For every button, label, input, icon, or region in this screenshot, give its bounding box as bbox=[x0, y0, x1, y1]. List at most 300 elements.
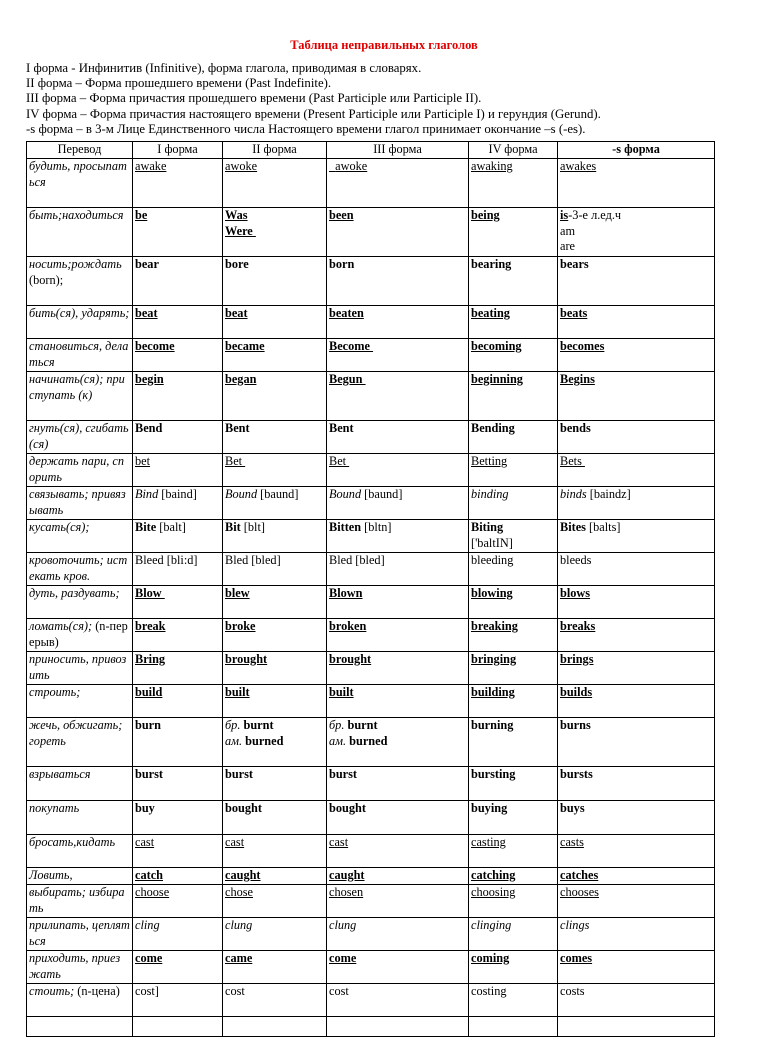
cell-form-3 bbox=[327, 835, 469, 868]
cell-translation bbox=[27, 159, 133, 208]
cell-form-2 bbox=[223, 951, 327, 984]
cell-form-3 bbox=[327, 553, 469, 586]
cell-text: Blow bbox=[135, 586, 165, 600]
header-s-form bbox=[558, 142, 715, 159]
cell-text: clings bbox=[560, 918, 590, 932]
cell-text: cast bbox=[135, 835, 155, 849]
cell-translation bbox=[27, 339, 133, 372]
cell-form-4 bbox=[469, 208, 558, 257]
cell-form-2 bbox=[223, 1017, 327, 1037]
cell-text: (born); bbox=[29, 257, 125, 287]
cell-form-2 bbox=[223, 718, 327, 767]
cell-form-2 bbox=[223, 257, 327, 306]
cell-text: blew bbox=[225, 586, 250, 600]
cell-form-3 bbox=[327, 454, 469, 487]
cell-text: awaking bbox=[471, 159, 513, 173]
cell-text: awoke bbox=[225, 159, 258, 173]
cell-text: am bbox=[560, 223, 576, 238]
cell-text: bet bbox=[135, 454, 151, 468]
verbs-table bbox=[26, 141, 715, 1037]
cell-form-2 bbox=[223, 520, 327, 553]
cell-form-1 bbox=[133, 951, 223, 984]
cell-form-4 bbox=[469, 520, 558, 553]
cell-form-3 bbox=[327, 718, 469, 767]
cell-text: дуть, раздувать; bbox=[29, 586, 120, 600]
cell-s-form bbox=[558, 685, 715, 718]
table-row bbox=[27, 159, 715, 208]
cell-text: строить; bbox=[29, 685, 81, 699]
cell-text: bursts bbox=[560, 767, 593, 781]
cell-translation bbox=[27, 372, 133, 421]
cell-text: кровоточить; истекать кров. bbox=[29, 553, 128, 583]
cell-translation bbox=[27, 208, 133, 257]
cell-text: стоить; bbox=[29, 984, 75, 998]
cell-form-2 bbox=[223, 487, 327, 520]
cell-text: будить, просыпаться bbox=[29, 159, 127, 189]
cell-text: costing bbox=[471, 984, 507, 998]
cell-text: began bbox=[225, 372, 257, 386]
cell-translation bbox=[27, 619, 133, 652]
cell-text: покупать bbox=[29, 801, 80, 815]
cell-form-3 bbox=[327, 951, 469, 984]
table-row bbox=[27, 487, 715, 520]
cell-text: casts bbox=[560, 835, 584, 849]
cell-text: (n-цена) bbox=[74, 984, 120, 998]
cell-text: Bled [bled] bbox=[225, 553, 281, 567]
cell-form-1 bbox=[133, 421, 223, 454]
cell-form-2 bbox=[223, 767, 327, 801]
cell-text: chosen bbox=[329, 885, 364, 899]
cell-form-4 bbox=[469, 718, 558, 767]
cell-text: Was bbox=[225, 208, 248, 222]
cell-s-form bbox=[558, 951, 715, 984]
cell-form-1 bbox=[133, 801, 223, 835]
table-row bbox=[27, 208, 715, 257]
cell-text: awoke bbox=[329, 159, 368, 173]
cell-text: brought bbox=[329, 652, 372, 666]
cell-text: прилипать, цепляться bbox=[29, 918, 130, 948]
cell-text: бросать,кидать bbox=[29, 835, 116, 849]
cell-s-form bbox=[558, 835, 715, 868]
cell-s-form bbox=[558, 553, 715, 586]
cell-form-4 bbox=[469, 372, 558, 421]
cell-translation bbox=[27, 520, 133, 553]
cell-text: становиться, делаться bbox=[29, 339, 129, 369]
cell-text: catches bbox=[560, 868, 599, 882]
cell-form-1 bbox=[133, 918, 223, 951]
cell-text: Bled [bled] bbox=[329, 553, 385, 567]
cell-s-form bbox=[558, 918, 715, 951]
table-row bbox=[27, 885, 715, 918]
cell-text: Betting bbox=[471, 454, 508, 468]
table-row bbox=[27, 586, 715, 619]
table-row bbox=[27, 718, 715, 767]
cell-text: bleeds bbox=[560, 553, 592, 567]
cell-text: chooses bbox=[560, 885, 599, 899]
cell-text: burst bbox=[135, 767, 164, 781]
cell-text: Bound bbox=[225, 487, 258, 501]
cell-form-1 bbox=[133, 767, 223, 801]
cell-form-2 bbox=[223, 835, 327, 868]
table-row bbox=[27, 306, 715, 339]
table-row bbox=[27, 553, 715, 586]
table-row bbox=[27, 652, 715, 685]
cell-form-2 bbox=[223, 553, 327, 586]
cell-form-2 bbox=[223, 801, 327, 835]
page-title: Таблица неправильных глаголов bbox=[290, 38, 478, 52]
cell-text: [balts] bbox=[585, 520, 621, 534]
table-row bbox=[27, 835, 715, 868]
cell-text: [bltn] bbox=[361, 520, 392, 534]
cell-text: Bring bbox=[135, 652, 166, 666]
cell-text: build bbox=[135, 685, 163, 699]
table-row bbox=[27, 801, 715, 835]
cell-form-2 bbox=[223, 652, 327, 685]
cell-form-4 bbox=[469, 487, 558, 520]
cell-text: Bending bbox=[471, 421, 515, 435]
cell-text: ломать(ся); bbox=[29, 619, 93, 633]
cell-form-2 bbox=[223, 454, 327, 487]
cell-s-form bbox=[558, 454, 715, 487]
cell-text: Bound bbox=[329, 487, 362, 501]
cell-text: bleeding bbox=[471, 553, 514, 567]
cell-text: cling bbox=[135, 918, 160, 932]
cell-text: beaten bbox=[329, 306, 364, 320]
cell-text: -3-е л.ед.ч bbox=[568, 208, 622, 222]
cell-text: bringing bbox=[471, 652, 517, 666]
cell-s-form bbox=[558, 885, 715, 918]
cell-text: built bbox=[329, 685, 354, 699]
cell-text: ам. bbox=[329, 733, 347, 748]
cell-s-form bbox=[558, 306, 715, 339]
cell-text: burst bbox=[329, 767, 358, 781]
cell-text: casting bbox=[471, 835, 506, 849]
cell-translation bbox=[27, 454, 133, 487]
cell-translation bbox=[27, 951, 133, 984]
cell-translation bbox=[27, 306, 133, 339]
cell-form-1 bbox=[133, 718, 223, 767]
cell-text: coming bbox=[471, 951, 510, 965]
cell-text: binding bbox=[471, 487, 509, 501]
cell-text: come bbox=[135, 951, 163, 965]
cell-text: ам. bbox=[225, 733, 243, 748]
header-form-4: IV форма bbox=[469, 142, 558, 159]
cell-text: builds bbox=[560, 685, 593, 699]
table-row bbox=[27, 454, 715, 487]
cell-text: blowing bbox=[471, 586, 513, 600]
cell-form-3 bbox=[327, 520, 469, 553]
cell-text: costs bbox=[560, 984, 585, 998]
cell-form-4 bbox=[469, 951, 558, 984]
cell-form-1 bbox=[133, 835, 223, 868]
cell-form-2 bbox=[223, 372, 327, 421]
cell-text: взрываться bbox=[29, 767, 91, 781]
cell-text: burn bbox=[135, 718, 161, 732]
cell-form-1 bbox=[133, 652, 223, 685]
cell-form-3 bbox=[327, 1017, 469, 1037]
cell-translation bbox=[27, 257, 133, 306]
cell-text: comes bbox=[560, 951, 593, 965]
cell-form-1 bbox=[133, 487, 223, 520]
cell-text: Bitten bbox=[329, 520, 362, 534]
cell-text: Bleed [bli:d] bbox=[135, 553, 198, 567]
cell-translation bbox=[27, 1017, 133, 1037]
cell-text: brought bbox=[225, 652, 268, 666]
cell-form-4 bbox=[469, 159, 558, 208]
cell-form-4 bbox=[469, 339, 558, 372]
cell-text: Ловить, bbox=[29, 868, 73, 882]
cell-text: bends bbox=[560, 421, 591, 435]
cell-form-1 bbox=[133, 257, 223, 306]
cell-text: cast bbox=[329, 835, 349, 849]
cell-form-3 bbox=[327, 885, 469, 918]
cell-text: быть;находиться bbox=[29, 208, 124, 222]
cell-text: burning bbox=[471, 718, 514, 732]
cell-form-3 bbox=[327, 918, 469, 951]
cell-s-form bbox=[558, 1017, 715, 1037]
cell-text: broke bbox=[225, 619, 256, 633]
cell-text: [balt] bbox=[156, 520, 186, 534]
cell-text: came bbox=[225, 951, 253, 965]
cell-s-form bbox=[558, 257, 715, 306]
cell-text: be bbox=[135, 208, 148, 222]
cell-text: clung bbox=[225, 918, 253, 932]
cell-text: Were bbox=[225, 223, 256, 238]
cell-text: been bbox=[329, 208, 354, 222]
cell-form-2 bbox=[223, 306, 327, 339]
cell-form-1 bbox=[133, 306, 223, 339]
cell-s-form bbox=[558, 372, 715, 421]
table-row bbox=[27, 767, 715, 801]
cell-form-2 bbox=[223, 586, 327, 619]
cell-text: бить(ся), ударять; bbox=[29, 306, 130, 320]
intro-line: III форма – Форма причастия прошедшего времени (Past Participle или Participle II). bbox=[26, 91, 482, 106]
cell-text: awake bbox=[135, 159, 167, 173]
cell-translation bbox=[27, 652, 133, 685]
cell-text: breaks bbox=[560, 619, 596, 633]
cell-form-2 bbox=[223, 339, 327, 372]
cell-translation bbox=[27, 487, 133, 520]
intro-line: IV форма – Форма причастия настоящего времени (Present Participle или Participle I) и герундия (Gerund). bbox=[26, 106, 601, 121]
cell-text: beginning bbox=[471, 372, 523, 386]
cell-form-3 bbox=[327, 339, 469, 372]
cell-text: choosing bbox=[471, 885, 516, 899]
cell-text: носить;рождать bbox=[29, 257, 122, 271]
intro-line: -s форма – в 3-м Лице Единственного числа Настоящего времени глагол принимает окончание –s (-es). bbox=[26, 121, 586, 136]
table-row bbox=[27, 868, 715, 885]
cell-form-1 bbox=[133, 372, 223, 421]
cell-text: beating bbox=[471, 306, 510, 320]
cell-text: bursting bbox=[471, 767, 516, 781]
cell-form-1 bbox=[133, 159, 223, 208]
table-row bbox=[27, 372, 715, 421]
cell-text: [blt] bbox=[240, 520, 265, 534]
cell-text: приносить, привозить bbox=[29, 652, 127, 682]
cell-form-3 bbox=[327, 586, 469, 619]
cell-text: becoming bbox=[471, 339, 522, 353]
cell-text: выбирать; избирать bbox=[29, 885, 125, 915]
cell-form-4 bbox=[469, 454, 558, 487]
cell-form-1 bbox=[133, 520, 223, 553]
cell-form-1 bbox=[133, 619, 223, 652]
table-row bbox=[27, 257, 715, 306]
cell-form-4 bbox=[469, 306, 558, 339]
cell-form-2 bbox=[223, 885, 327, 918]
cell-text: бр. bbox=[329, 718, 345, 732]
cell-text: Bent bbox=[225, 421, 250, 435]
cell-form-4 bbox=[469, 984, 558, 1017]
cell-text: [baund] bbox=[257, 487, 299, 501]
table-row bbox=[27, 619, 715, 652]
table-row bbox=[27, 339, 715, 372]
cell-form-3 bbox=[327, 868, 469, 885]
cell-form-4 bbox=[469, 767, 558, 801]
cell-text: being bbox=[471, 208, 500, 222]
table-row bbox=[27, 685, 715, 718]
cell-text: bear bbox=[135, 257, 159, 271]
cell-text: Begins bbox=[560, 372, 595, 386]
cell-text: Bet bbox=[225, 454, 246, 468]
cell-text: buys bbox=[560, 801, 585, 815]
cell-text: (n-перерыв) bbox=[29, 619, 128, 649]
cell-translation bbox=[27, 685, 133, 718]
cell-translation bbox=[27, 918, 133, 951]
cell-text: гнуть(ся), сгибать(ся) bbox=[29, 421, 129, 451]
cell-s-form bbox=[558, 487, 715, 520]
intro-line: II форма – Форма прошедшего времени (Past Indefinite). bbox=[26, 76, 332, 91]
cell-text: cast bbox=[225, 835, 245, 849]
cell-text: beat bbox=[225, 306, 248, 320]
cell-form-3 bbox=[327, 801, 469, 835]
cell-text: blows bbox=[560, 586, 591, 600]
cell-form-2 bbox=[223, 685, 327, 718]
cell-form-2 bbox=[223, 421, 327, 454]
cell-text: become bbox=[135, 339, 175, 353]
cell-text: Bite bbox=[135, 520, 157, 534]
cell-translation bbox=[27, 835, 133, 868]
cell-text: clung bbox=[329, 918, 357, 932]
intro-text bbox=[26, 61, 756, 137]
cell-form-3 bbox=[327, 306, 469, 339]
cell-text: burnt bbox=[344, 718, 378, 732]
cell-form-4 bbox=[469, 801, 558, 835]
cell-form-1 bbox=[133, 885, 223, 918]
cell-form-4 bbox=[469, 835, 558, 868]
cell-translation bbox=[27, 801, 133, 835]
cell-text: bears bbox=[560, 257, 589, 271]
cell-form-1 bbox=[133, 1017, 223, 1037]
cell-form-2 bbox=[223, 918, 327, 951]
cell-text: built bbox=[225, 685, 250, 699]
cell-text: caught bbox=[225, 868, 261, 882]
cell-text: come bbox=[329, 951, 357, 965]
header-form-3: III форма bbox=[327, 142, 469, 159]
cell-text: кусать(ся); bbox=[29, 520, 90, 534]
cell-form-4 bbox=[469, 652, 558, 685]
cell-text: Bent bbox=[329, 421, 354, 435]
cell-translation bbox=[27, 421, 133, 454]
cell-text: break bbox=[135, 619, 166, 633]
cell-text: burns bbox=[560, 718, 591, 732]
cell-text: brings bbox=[560, 652, 594, 666]
cell-form-4 bbox=[469, 421, 558, 454]
cell-text: Begun bbox=[329, 372, 366, 386]
cell-text: жечь, обжигать; гореть bbox=[29, 718, 126, 748]
cell-text: bore bbox=[225, 257, 249, 271]
cell-text: burned bbox=[242, 733, 284, 748]
cell-form-1 bbox=[133, 685, 223, 718]
cell-form-1 bbox=[133, 553, 223, 586]
cell-text: awakes bbox=[560, 159, 597, 173]
cell-text: ['baltIN] bbox=[471, 535, 513, 550]
cell-form-3 bbox=[327, 372, 469, 421]
table-row bbox=[27, 1017, 715, 1037]
cell-text: beat bbox=[135, 306, 158, 320]
cell-text: cost bbox=[329, 984, 349, 998]
table-row bbox=[27, 918, 715, 951]
cell-text: Bets bbox=[560, 454, 585, 468]
cell-form-4 bbox=[469, 885, 558, 918]
cell-form-4 bbox=[469, 553, 558, 586]
cell-text: bought bbox=[329, 801, 366, 815]
table-row bbox=[27, 421, 715, 454]
cell-s-form bbox=[558, 520, 715, 553]
cell-text: держать пари, спорить bbox=[29, 454, 124, 484]
cell-form-3 bbox=[327, 487, 469, 520]
cell-s-form bbox=[558, 159, 715, 208]
table-row bbox=[27, 951, 715, 984]
cell-text: born bbox=[329, 257, 355, 271]
cell-text: [baund] bbox=[361, 487, 403, 501]
intro-line: I форма - Инфинитив (Infinitive), форма глагола, приводимая в словарях. bbox=[26, 61, 422, 75]
cell-s-form bbox=[558, 801, 715, 835]
cell-text: Bit bbox=[225, 520, 241, 534]
cell-s-form bbox=[558, 619, 715, 652]
cell-text: becomes bbox=[560, 339, 605, 353]
cell-form-2 bbox=[223, 619, 327, 652]
cell-text: Biting bbox=[471, 520, 504, 534]
cell-text: Bend bbox=[135, 421, 163, 435]
cell-translation bbox=[27, 984, 133, 1017]
cell-form-2 bbox=[223, 208, 327, 257]
cell-form-3 bbox=[327, 421, 469, 454]
cell-text: binds bbox=[560, 487, 587, 501]
cell-text: бр. bbox=[225, 718, 241, 732]
cell-s-form bbox=[558, 586, 715, 619]
cell-text: Become bbox=[329, 339, 374, 353]
cell-text: catch bbox=[135, 868, 163, 882]
table-header-row bbox=[27, 142, 715, 159]
cell-form-3 bbox=[327, 652, 469, 685]
cell-form-1 bbox=[133, 586, 223, 619]
header-form-1: I форма bbox=[133, 142, 223, 159]
cell-form-1 bbox=[133, 868, 223, 885]
cell-text: choose bbox=[135, 885, 170, 899]
cell-text: building bbox=[471, 685, 515, 699]
header-translation: Перевод bbox=[27, 142, 133, 159]
cell-form-3 bbox=[327, 257, 469, 306]
cell-s-form bbox=[558, 718, 715, 767]
cell-s-form bbox=[558, 208, 715, 257]
cell-text: are bbox=[560, 239, 576, 254]
cell-form-1 bbox=[133, 984, 223, 1017]
cell-s-form bbox=[558, 339, 715, 372]
cell-text: Bind bbox=[135, 487, 159, 501]
cell-form-3 bbox=[327, 984, 469, 1017]
cell-text: burned bbox=[346, 733, 388, 748]
cell-form-3 bbox=[327, 208, 469, 257]
cell-text: burst bbox=[225, 767, 254, 781]
